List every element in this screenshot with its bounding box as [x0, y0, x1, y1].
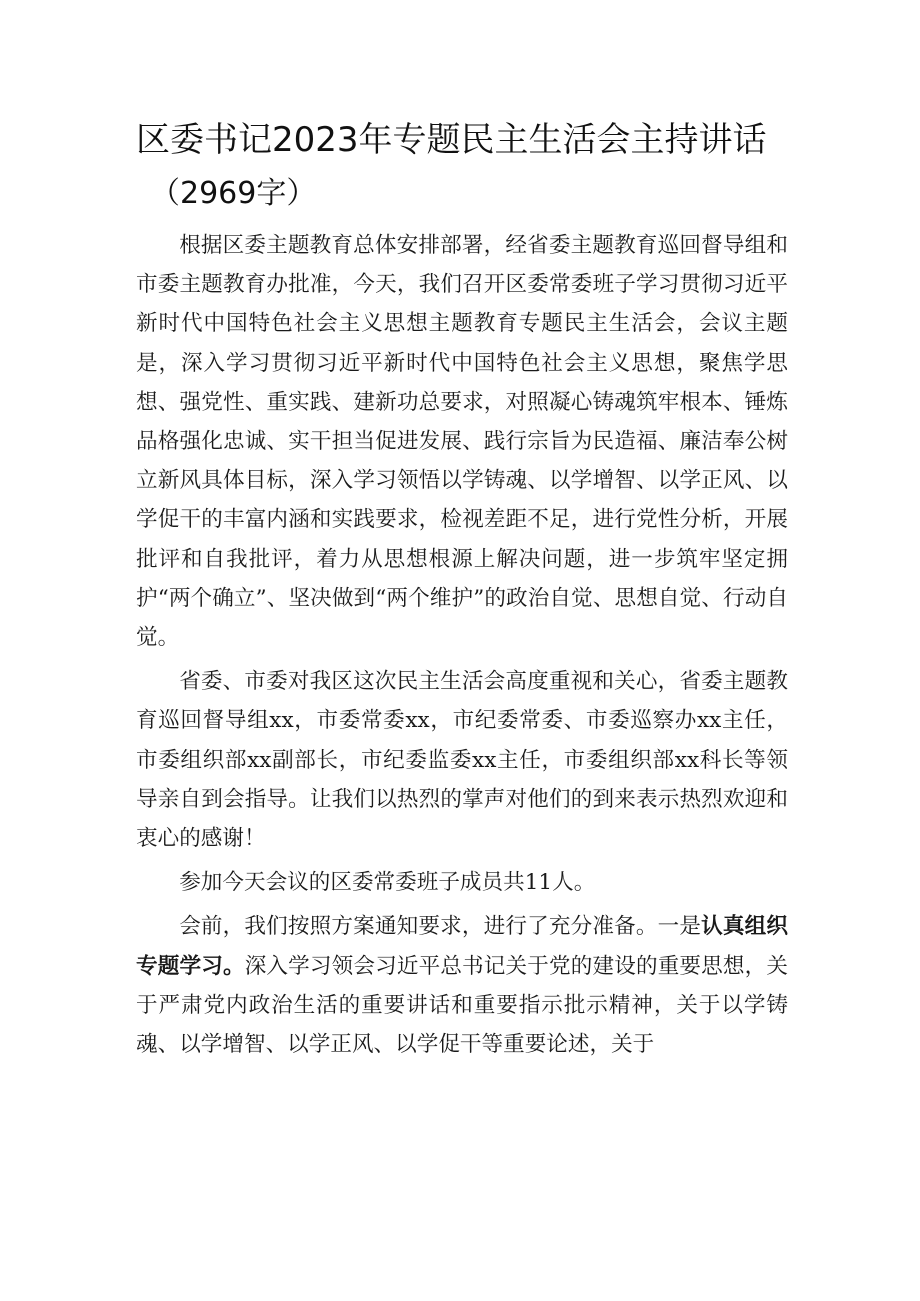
document-title: 区委书记2023年专题民主生活会主持讲话 [136, 120, 767, 160]
document-subtitle: （2969字） [150, 176, 317, 211]
document-body [136, 226, 788, 1069]
paragraph-text: 会前，我们按照方案通知要求，进行了充分准备。一是 [179, 914, 702, 940]
bold-heading: 认真组织专题学习。 [136, 914, 788, 979]
paragraph-opening: 根据区委主题教育总体安排部署，经省委主题教育巡回督导组和市委主题教育办批准，今天，我们召开区委常委班子学习贯彻习近平新时代中国特色社会主义思想主题教育专题民主生活会，会议主题是，深入学习贯彻习近平新时代中国特色社会主义思想，聚焦学思想、强党性、重实践、建新功总要求，对照凝心铸魂筑牢根本、锤炼品格强化忠诚、实干担当促进发展、践行宗旨为民造福、廉洁奉公树立新风具体目标，深入学习领悟以学铸魂、以学增智、以学正风、以学促干的丰富内涵和实践要求，检视差距不足，进行党性分析，开展批评和自我批评，着力从思想根源上解决问题，进一步筑牢坚定拥护“两个确立”、坚决做到“两个维护”的政治自觉、思想自觉、行动自觉。 [136, 233, 788, 651]
paragraph-text: 深入学习领会习近平总书记关于党的建设的重要思想，关于严肃党内政治生活的重要讲话和重要指示批示精神，关于以学铸魂、以学增智、以学正风、以学促干等重要论述，关于 [136, 953, 788, 1058]
paragraph-preparation [136, 907, 788, 1064]
paragraph-attendance: 参加今天会议的区委常委班子成员共11人。 [179, 870, 596, 896]
paragraph-guests: 省委、市委对我区这次民主生活会高度重视和关心，省委主题教育巡回督导组xx，市委常委xx，市纪委常委、市委巡察办xx主任，市委组织部xx副部长，市纪委监委xx主任，市委组织部xx科长等领导亲自到会指导。让我们以热烈的掌声对他们的到来表示热烈欢迎和衷心的感谢！ [136, 669, 788, 852]
